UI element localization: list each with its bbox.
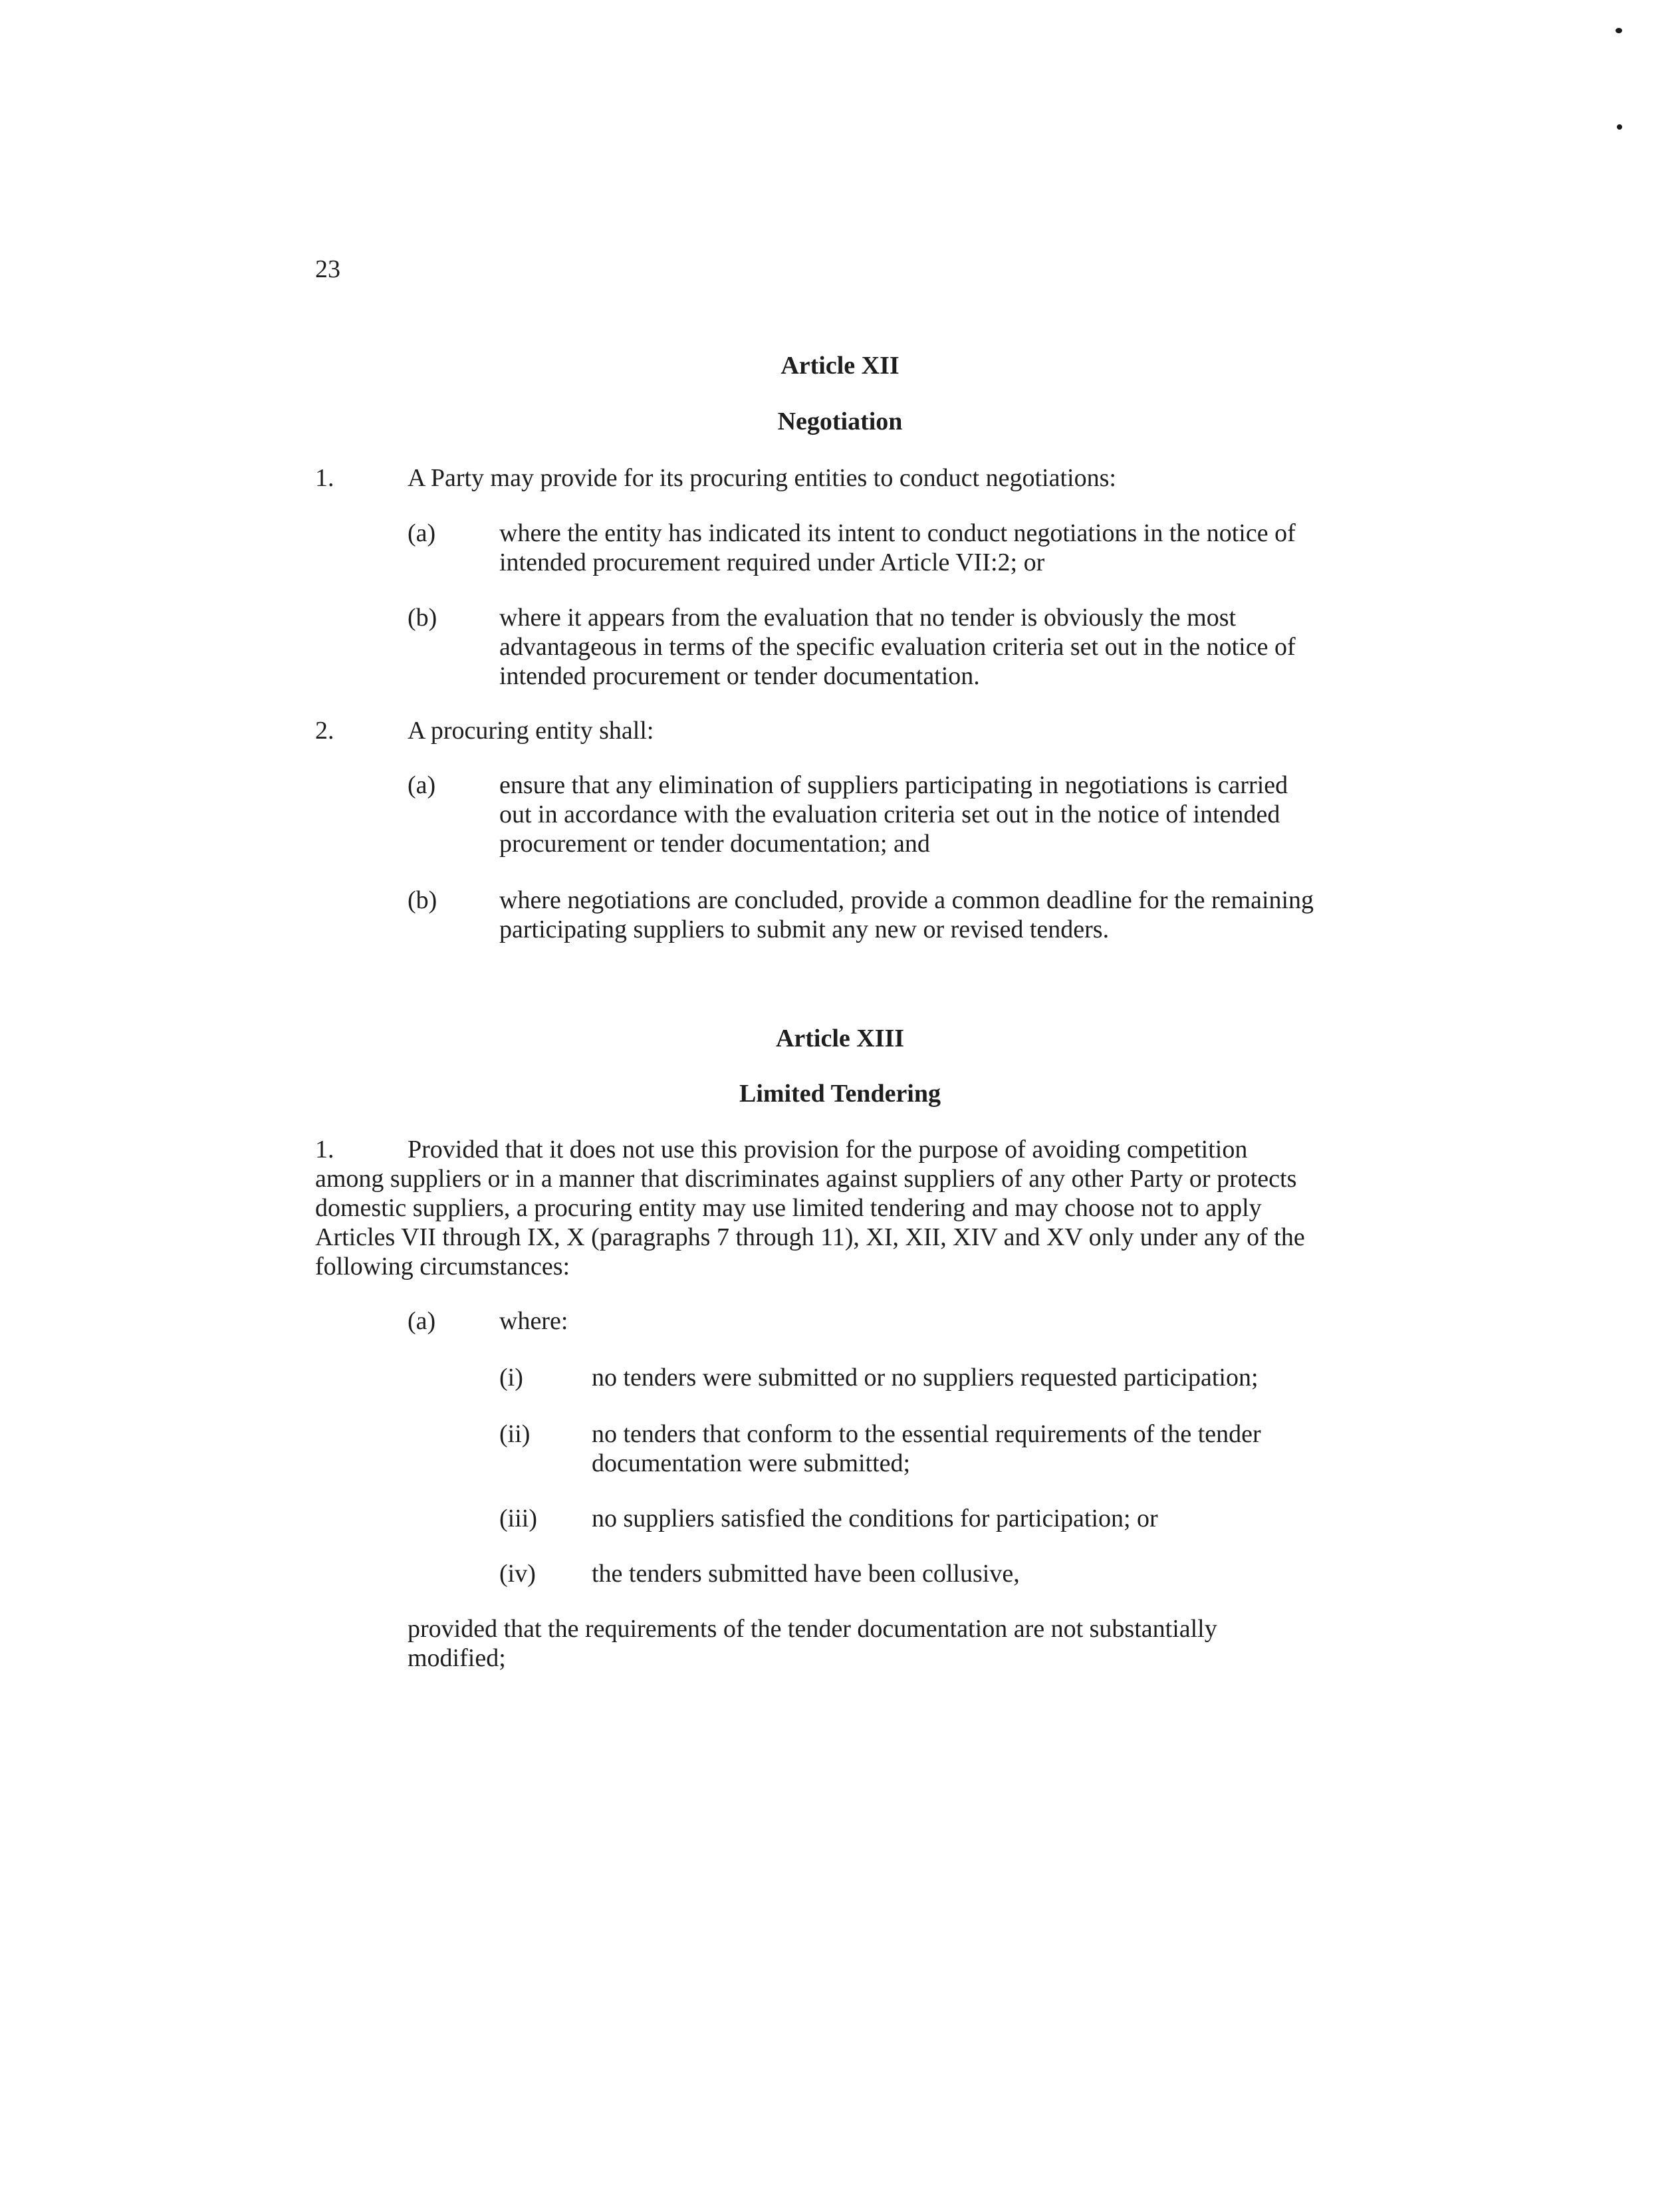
paragraph-number: 1. — [315, 1136, 334, 1163]
scan-speck — [1616, 28, 1622, 33]
item-text: where: — [499, 1307, 568, 1335]
subitem-label: (iii) — [499, 1505, 537, 1532]
subitem-text-line: documentation were submitted; — [592, 1449, 911, 1477]
article-xii-title: Article XII — [780, 352, 900, 380]
paragraph-text-line: following circumstances: — [315, 1253, 570, 1280]
subitem-label: (i) — [499, 1364, 523, 1392]
paragraph-text-line: Provided that it does not use this provision for the purpose of avoiding competition — [408, 1136, 1248, 1163]
subitem-text-line: no suppliers satisfied the conditions for participation; or — [592, 1505, 1158, 1532]
item-text-line: intended procurement or tender documentation. — [499, 662, 980, 690]
page-number: 23 — [315, 255, 340, 283]
scan-speck — [1617, 124, 1622, 130]
subitem-label: (iv) — [499, 1560, 536, 1588]
item-label: (a) — [408, 519, 436, 547]
paragraph-number: 2. — [315, 717, 334, 745]
subitem-label: (ii) — [499, 1420, 531, 1448]
article-xii-subtitle: Negotiation — [777, 408, 903, 435]
article-xiii-title: Article XIII — [775, 1025, 905, 1052]
subitem-text-line: no tenders were submitted or no suppliers requested participation; — [592, 1364, 1259, 1392]
item-text-line: intended procurement required under Article VII:2; or — [499, 548, 1045, 576]
item-text-line: participating suppliers to submit any new or revised tenders. — [499, 915, 1110, 943]
proviso-text-line: modified; — [408, 1644, 506, 1672]
proviso-text-line: provided that the requirements of the tender documentation are not substantially — [408, 1615, 1217, 1643]
item-label: (a) — [408, 771, 436, 799]
item-text-line: where it appears from the evaluation that no tender is obviously the most — [499, 604, 1237, 632]
item-text-line: advantageous in terms of the specific evaluation criteria set out in the notice of — [499, 633, 1296, 661]
paragraph-text-line: among suppliers or in a manner that discriminates against suppliers of any other Party or protects — [315, 1165, 1297, 1193]
subitem-text-line: the tenders submitted have been collusive, — [592, 1560, 1020, 1588]
item-text-line: procurement or tender documentation; and — [499, 830, 930, 858]
item-label: (b) — [408, 604, 437, 632]
item-text-line: where negotiations are concluded, provide a common deadline for the remaining — [499, 886, 1314, 914]
subitem-text-line: no tenders that conform to the essential requirements of the tender — [592, 1420, 1261, 1448]
paragraph-text-line: Articles VII through IX, X (paragraphs 7 through 11), XI, XII, XIV and XV only under any of the — [315, 1223, 1305, 1251]
item-label: (a) — [408, 1307, 436, 1335]
paragraph-text: A Party may provide for its procuring entities to conduct negotiations: — [408, 464, 1116, 492]
item-label: (b) — [408, 886, 437, 914]
paragraph-text-line: domestic suppliers, a procuring entity may use limited tendering and may choose not to apply — [315, 1194, 1262, 1222]
paragraph-text: A procuring entity shall: — [408, 717, 654, 745]
item-text-line: ensure that any elimination of suppliers participating in negotiations is carried — [499, 771, 1288, 799]
paragraph-number: 1. — [315, 464, 334, 492]
item-text-line: out in accordance with the evaluation criteria set out in the notice of intended — [499, 800, 1280, 828]
item-text-line: where the entity has indicated its intent to conduct negotiations in the notice of — [499, 519, 1296, 547]
article-xiii-subtitle: Limited Tendering — [739, 1080, 941, 1108]
